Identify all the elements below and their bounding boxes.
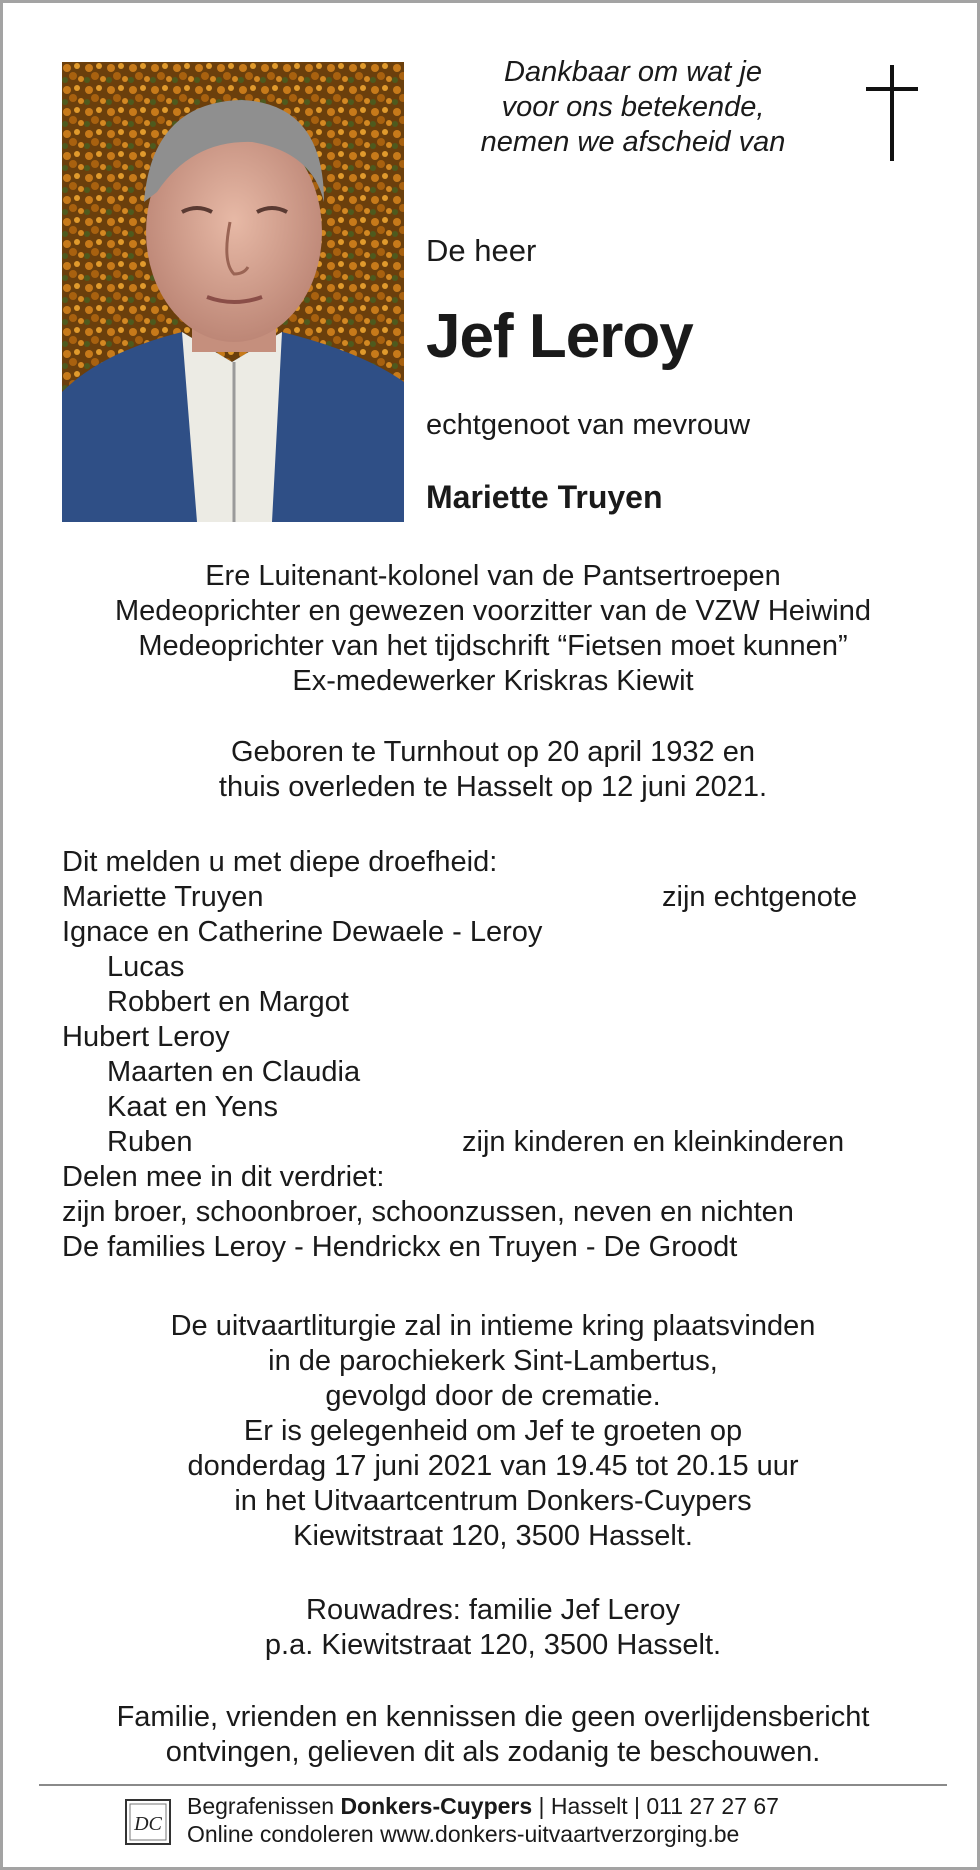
mourners-heading: Dit melden u met diepe droefheid:	[62, 846, 498, 878]
mourner-row	[62, 1195, 942, 1230]
title-line: Medeoprichter en gewezen voorzitter van de VZW Heiwind	[115, 595, 871, 627]
mourner-row	[62, 985, 942, 1020]
mourner-row	[62, 1160, 942, 1195]
mourner-name: zijn broer, schoonbroer, schoonzussen, neven en nichten	[62, 1196, 794, 1228]
mourner-name: Hubert Leroy	[62, 1021, 230, 1053]
intro-text	[443, 55, 823, 160]
mourner-name: Mariette Truyen	[62, 881, 264, 913]
mourner-row	[62, 880, 942, 915]
footer-company-line: Begrafenissen Donkers-Cuypers | Hasselt | 011 27 27 67	[187, 1793, 779, 1819]
footer-divider	[39, 1784, 947, 1786]
footer-website-line: Online condoleren www.donkers-uitvaartverzorging.be	[187, 1821, 740, 1847]
mourners-list	[62, 845, 942, 1265]
ceremony-line: De uitvaartliturgie zal in intieme kring plaatsvinden	[170, 1310, 816, 1342]
title-line: Medeoprichter van het tijdschrift “Fietsen moet kunnen”	[138, 630, 848, 662]
mourner-name: Maarten en Claudia	[107, 1056, 361, 1088]
svg-text:DC: DC	[134, 1813, 162, 1835]
portrait-illustration	[62, 62, 404, 522]
notice-block	[33, 1700, 953, 1770]
titles-block	[33, 559, 953, 699]
mourner-row	[62, 1090, 942, 1125]
mourner-name: Ruben	[107, 1126, 193, 1158]
title-line: Ere Luitenant-kolonel van de Pantsertroepen	[205, 560, 781, 592]
mourner-relation: zijn echtgenote	[662, 881, 858, 913]
mourner-row	[62, 1230, 942, 1265]
address-line: p.a. Kiewitstraat 120, 3500 Hasselt.	[264, 1629, 722, 1661]
cross-icon	[866, 65, 918, 161]
mourner-name: Robbert en Margot	[107, 986, 349, 1018]
ceremony-line: Kiewitstraat 120, 3500 Hasselt.	[293, 1520, 693, 1552]
honorific: De heer	[426, 233, 537, 268]
ceremony-line: in het Uitvaartcentrum Donkers-Cuypers	[234, 1485, 752, 1517]
mourner-row	[62, 1055, 942, 1090]
deceased-name: Jef Leroy	[426, 302, 693, 371]
intro-line: voor ons betekende,	[501, 91, 765, 123]
ceremony-line: Er is gelegenheid om Jef te groeten op	[243, 1415, 743, 1447]
mourner-name: Ignace en Catherine Dewaele - Leroy	[62, 916, 543, 948]
birth-death-block	[33, 735, 953, 805]
notice-line: Familie, vrienden en kennissen die geen overlijdensbericht	[116, 1701, 870, 1733]
intro-line: nemen we afscheid van	[480, 126, 786, 158]
mourner-name: Lucas	[107, 951, 185, 983]
ceremony-line: gevolgd door de crematie.	[325, 1380, 661, 1412]
mourner-name: De families Leroy - Hendrickx en Truyen - De Groodt	[62, 1231, 738, 1263]
notice-line: ontvingen, gelieven dit als zodanig te beschouwen.	[165, 1736, 821, 1768]
mourner-row	[62, 915, 942, 950]
ceremony-line: in de parochiekerk Sint-Lambertus,	[268, 1345, 718, 1377]
funeral-home-logo-icon	[125, 1799, 171, 1845]
mourner-row	[62, 1125, 942, 1160]
address-line: Rouwadres: familie Jef Leroy	[306, 1594, 680, 1626]
mourner-name: Delen mee in dit verdriet:	[62, 1161, 385, 1193]
spouse-name: Mariette Truyen	[426, 479, 663, 515]
mourner-relation: zijn kinderen en kleinkinderen	[462, 1126, 845, 1158]
mourner-row	[62, 1020, 942, 1055]
spouse-intro: echtgenoot van mevrouw	[426, 409, 751, 441]
intro-line: Dankbaar om wat je	[504, 56, 762, 88]
mourner-row	[62, 950, 942, 985]
ceremony-line: donderdag 17 juni 2021 van 19.45 tot 20.15 uur	[187, 1450, 799, 1482]
address-block	[33, 1593, 953, 1663]
title-line: Ex-medewerker Kriskras Kiewit	[292, 665, 694, 697]
birth-death-line: thuis overleden te Hasselt op 12 juni 2021.	[218, 771, 768, 803]
company-name: Donkers-Cuypers	[340, 1793, 533, 1819]
mourner-name: Kaat en Yens	[107, 1091, 278, 1123]
birth-death-line: Geboren te Turnhout op 20 april 1932 en	[231, 736, 755, 768]
ceremony-block	[33, 1309, 953, 1554]
portrait-photo	[62, 62, 404, 522]
